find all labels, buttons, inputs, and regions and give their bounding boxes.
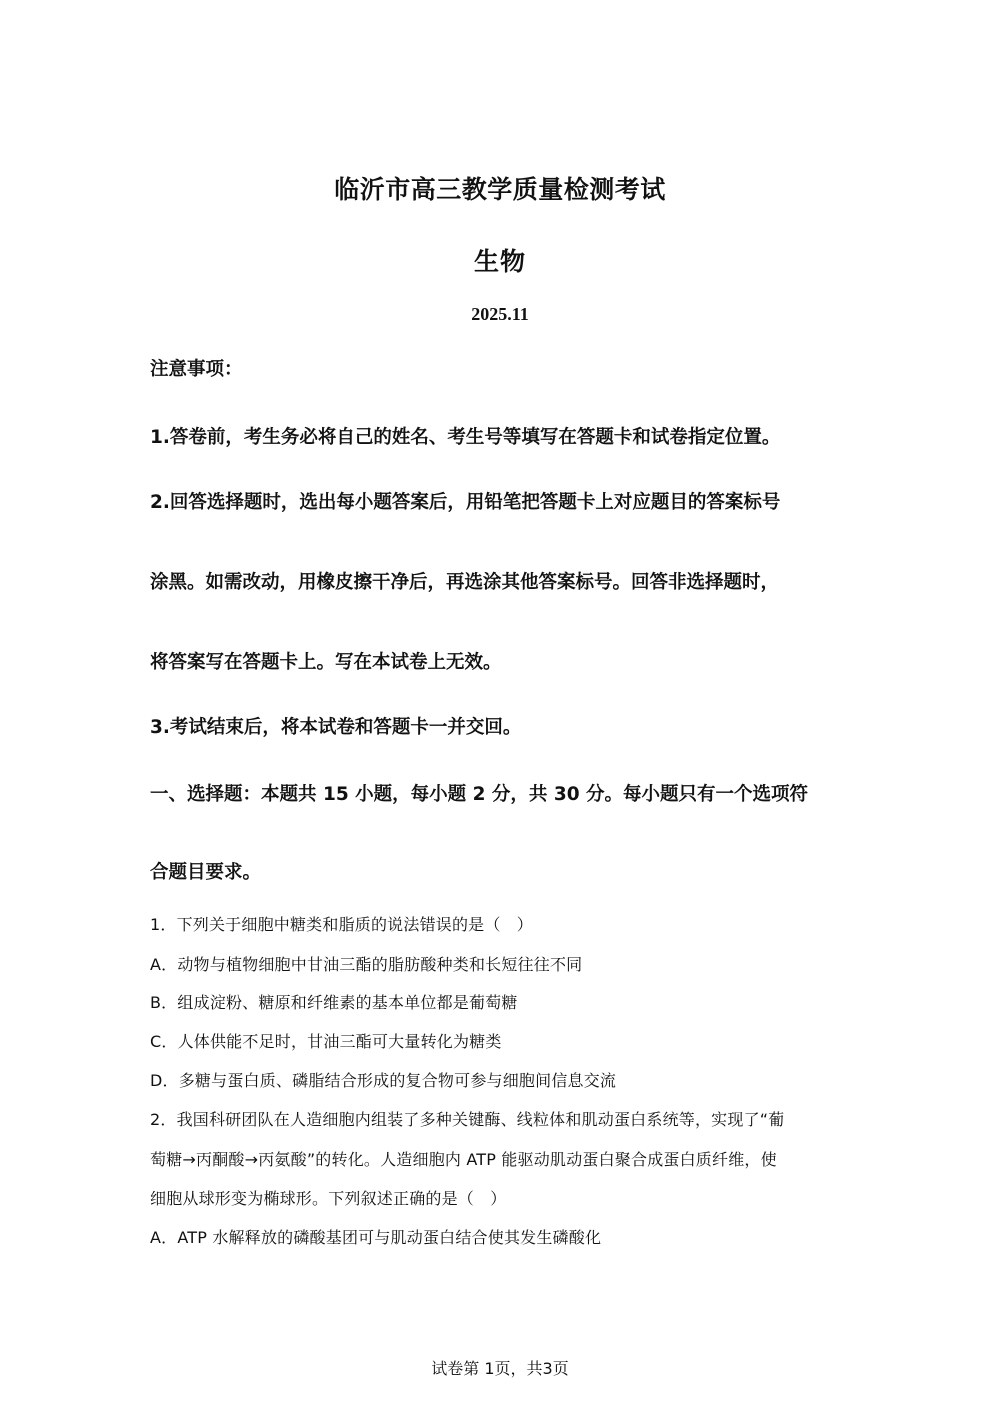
- exam-title: 临沂市高三教学质量检测考试: [334, 175, 666, 204]
- question-stem: 2．我国科研团队在人造细胞内组装了多种关键酶、线粒体和肌动蛋白系统等，实现了“葡: [150, 1110, 785, 1129]
- subject-title: 生物: [473, 247, 526, 276]
- notice-line: 1.答卷前，考生务必将自己的姓名、考生号等填写在答题卡和试卷指定位置。: [150, 427, 781, 448]
- notice-line: 2.回答选择题时，选出每小题答案后，用铅笔把答题卡上对应题目的答案标号: [150, 492, 781, 513]
- section-heading: 一、选择题：本题共 15 小题，每小题 2 分，共 30 分。每小题只有一个选项符: [150, 784, 809, 805]
- question-option: D．多糖与蛋白质、磷脂结合形成的复合物可参与细胞间信息交流: [150, 1071, 617, 1090]
- notice-line: 将答案写在答题卡上。写在本试卷上无效。: [150, 652, 502, 673]
- question-option: C．人体供能不足时，甘油三酯可大量转化为糖类: [150, 1032, 502, 1051]
- question-stem: 细胞从球形变为椭球形。下列叙述正确的是（ ）: [150, 1189, 507, 1208]
- page-footer: 试卷第 1页，共3页: [431, 1359, 569, 1378]
- notice-line: 涂黑。如需改动，用橡皮擦干净后，再选涂其他答案标号。回答非选择题时，: [150, 572, 780, 593]
- question-stem: 1．下列关于细胞中糖类和脂质的说法错误的是（ ）: [150, 915, 533, 934]
- question-option: A．ATP 水解释放的磷酸基团可与肌动蛋白结合使其发生磷酸化: [150, 1228, 602, 1247]
- question-option: A．动物与植物细胞中甘油三酯的脂肪酸种类和长短往往不同: [150, 955, 583, 974]
- question-stem: 萄糖→丙酮酸→丙氨酸”的转化。人造细胞内 ATP 能驱动肌动蛋白聚合成蛋白质纤维，使: [150, 1150, 777, 1169]
- exam-date: 2025.11: [471, 304, 529, 324]
- notice-line: 3.考试结束后，将本试卷和答题卡一并交回。: [150, 717, 522, 738]
- section-heading: 合题目要求。: [150, 862, 262, 883]
- notice-heading: 注意事项：: [150, 359, 243, 380]
- question-option: B．组成淀粉、糖原和纤维素的基本单位都是葡萄糖: [150, 993, 518, 1012]
